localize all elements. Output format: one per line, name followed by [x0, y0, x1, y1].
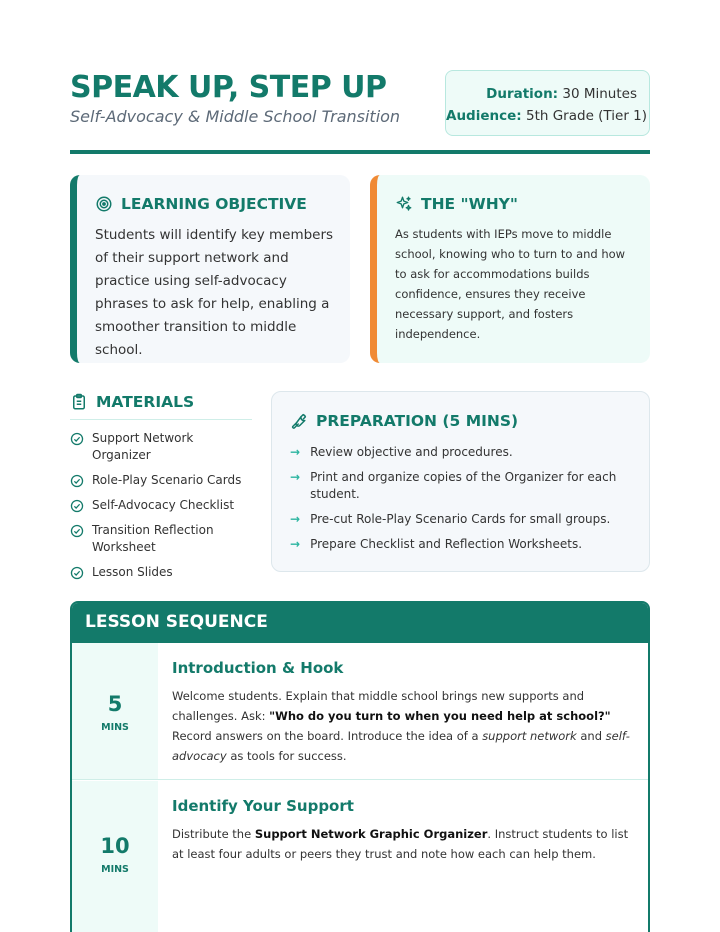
learning-objective-heading: LEARNING OBJECTIVE [121, 195, 307, 213]
learning-objective-card [70, 175, 350, 363]
duration-label: Duration: [486, 86, 559, 102]
preparation-item-label: Review objective and procedures. [310, 445, 513, 459]
list-item [70, 472, 252, 489]
preparation-item-label: Pre-cut Role-Play Scenario Cards for small groups. [310, 512, 611, 526]
material-label: Lesson Slides [92, 565, 173, 579]
preparation-heading: PREPARATION (5 MINS) [316, 412, 519, 430]
step-title: Identify Your Support [172, 797, 354, 815]
step-duration [72, 643, 158, 779]
materials-section [70, 393, 252, 589]
list-item [290, 511, 630, 528]
page-subtitle: Self-Advocacy & Middle School Transition [70, 107, 401, 126]
step-term: support network [482, 729, 577, 743]
table-row [72, 781, 648, 932]
list-item [70, 430, 252, 464]
audience-value: 5th Grade (Tier 1) [525, 108, 648, 124]
lesson-sequence-heading: LESSON SEQUENCE [72, 603, 648, 643]
materials-heading: MATERIALS [96, 393, 195, 411]
step-text: Record answers on the board. Introduce the idea of a [172, 729, 483, 743]
list-item [70, 564, 252, 581]
arrow-right-icon: → [290, 470, 301, 484]
page-header [70, 70, 650, 140]
step-material: Support Network Graphic Organizer [254, 827, 488, 841]
clipboard-icon [70, 393, 88, 411]
why-heading-row [395, 195, 518, 213]
duration-row [446, 83, 637, 105]
step-text: Welcome students. Explain that middle school brings new supports and challenges. Ask: [172, 689, 585, 723]
why-heading: THE "WHY" [421, 195, 518, 213]
step-term: self-advocacy [172, 729, 630, 763]
step-minutes-unit: MINS [101, 722, 129, 733]
step-description [172, 824, 634, 864]
step-content [158, 643, 648, 779]
step-content [158, 781, 648, 932]
check-circle-icon [70, 566, 84, 580]
list-item [290, 444, 630, 461]
materials-heading-row [70, 393, 252, 420]
arrow-right-icon: → [290, 445, 301, 459]
preparation-item-label: Print and organize copies of the Organizer for each student. [310, 470, 617, 501]
list-item [70, 497, 252, 514]
check-circle-icon [70, 474, 84, 488]
materials-list [70, 430, 252, 581]
check-circle-icon [70, 499, 84, 513]
step-text: . Instruct students to list at least four adults or peers they trust and note how each can help them. [172, 827, 629, 861]
check-circle-icon [70, 432, 84, 446]
lesson-sequence-section [70, 601, 650, 932]
table-row [72, 643, 648, 780]
list-item [290, 469, 630, 503]
step-text: Distribute the [172, 827, 255, 841]
duration-value: 30 Minutes [562, 86, 637, 102]
preparation-heading-row [290, 412, 518, 430]
preparation-item-label: Prepare Checklist and Reflection Worksheets. [310, 537, 583, 551]
step-minutes-unit: MINS [101, 864, 129, 875]
arrow-right-icon: → [290, 537, 301, 551]
audience-row [446, 105, 648, 127]
list-item [70, 522, 252, 556]
wrench-icon [290, 412, 308, 430]
material-label: Transition Reflection Worksheet [92, 523, 214, 554]
list-item [290, 536, 630, 553]
material-label: Support Network Organizer [92, 431, 194, 462]
preparation-list [290, 444, 630, 561]
step-title: Introduction & Hook [172, 659, 344, 677]
why-text: As students with IEPs move to middle school, knowing who to turn to and how to ask for accommodations builds confidence, ensures they receive necessary support, and fosters independence. [395, 227, 626, 341]
preparation-card [271, 391, 650, 572]
sparkles-icon [395, 195, 413, 213]
material-label: Role-Play Scenario Cards [92, 473, 242, 487]
step-description [172, 686, 634, 766]
page-title: SPEAK UP, STEP UP [70, 70, 387, 105]
why-card [370, 175, 650, 363]
header-divider [70, 150, 650, 154]
step-duration [72, 781, 158, 932]
step-text: as tools for success. [226, 749, 347, 763]
audience-label: Audience: [446, 108, 522, 124]
learning-objective-heading-row [95, 195, 307, 213]
learning-objective-text: Students will identify key members of their support network and practice using self-advocacy phrases to ask for help, enabling a smoother transition to middle school. [95, 227, 334, 358]
target-icon [95, 195, 113, 213]
lesson-meta-box [445, 70, 650, 136]
step-minutes: 5 [107, 692, 123, 716]
step-text: and [576, 729, 606, 743]
step-question: "Who do you turn to when you need help at school?" [269, 709, 611, 723]
arrow-right-icon: → [290, 512, 301, 526]
step-minutes: 10 [100, 834, 130, 858]
check-circle-icon [70, 524, 84, 538]
material-label: Self-Advocacy Checklist [92, 498, 235, 512]
